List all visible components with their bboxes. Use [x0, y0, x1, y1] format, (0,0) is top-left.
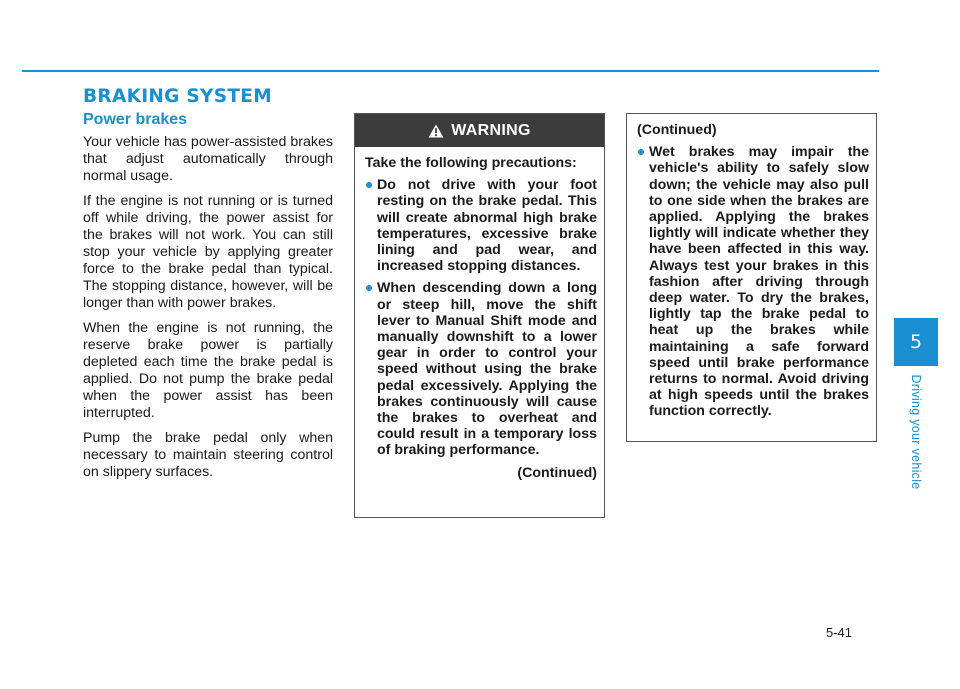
header-rule	[22, 70, 879, 72]
body-text-column	[83, 134, 333, 489]
warning-bullet: Do not drive with your foot resting on the brake pedal. This will create abnormal high brake temperatures, excessive brake lining and pad wear, and increased stopping distances.	[365, 177, 597, 274]
subsection-title: Power brakes	[83, 111, 188, 128]
warning-triangle-icon	[428, 124, 444, 138]
continuation-bullet: Wet brakes may impair the vehicle's ability to safely slow down; the vehicle may also pull to one side when the brakes are applied. Applying the brakes lightly will indicate whether they have been affected in this way. Always test your brakes in this fashion after driving through deep water. To dry the brakes, lightly tap the brake pedal to heat up the brakes while maintaining a safe forward speed until brake performance returns to normal. Avoid driving at high speeds until the brakes function correctly.	[637, 144, 869, 419]
warning-content	[355, 147, 604, 481]
page-number: 5-41	[826, 625, 853, 640]
warning-continuation-box	[626, 113, 877, 442]
body-paragraph: When the engine is not running, the reserve brake power is partially depleted each time the brake pedal is applied. Do not pump the brake pedal when the power assist has been interrupted.	[83, 320, 333, 421]
continued-heading: (Continued)	[637, 122, 717, 138]
chapter-label: Driving your vehicle	[909, 374, 923, 490]
section-title: BRAKING SYSTEM	[83, 86, 272, 107]
warning-list	[365, 177, 597, 458]
warning-header	[355, 114, 604, 147]
continued-label: (Continued)	[517, 464, 597, 481]
warning-box	[354, 113, 605, 518]
continuation-content	[627, 114, 876, 420]
body-paragraph: If the engine is not running or is turned off while driving, the power assist for the brakes will not work. You can still stop your vehicle by applying greater force to the brake pedal than typical. The stopping distance, however, will be longer than with power brakes.	[83, 193, 333, 311]
body-paragraph: Pump the brake pedal only when necessary to maintain steering control on slippery surfaces.	[83, 430, 333, 480]
warning-lead: Take the following precautions:	[365, 155, 577, 171]
body-paragraph: Your vehicle has power-assisted brakes that adjust automatically through normal usage.	[83, 134, 333, 184]
chapter-number-tab[interactable]: 5	[894, 318, 938, 366]
warning-bullet: When descending down a long or steep hill, move the shift lever to Manual Shift mode and manually downshift to a lower gear in order to control your speed without using the brake pedal excessively. Applying the brakes continuously will cause the brakes to overheat and could result in a temporary loss of braking performance.	[365, 280, 597, 458]
continuation-list	[637, 144, 869, 419]
warning-title: WARNING	[451, 121, 531, 139]
